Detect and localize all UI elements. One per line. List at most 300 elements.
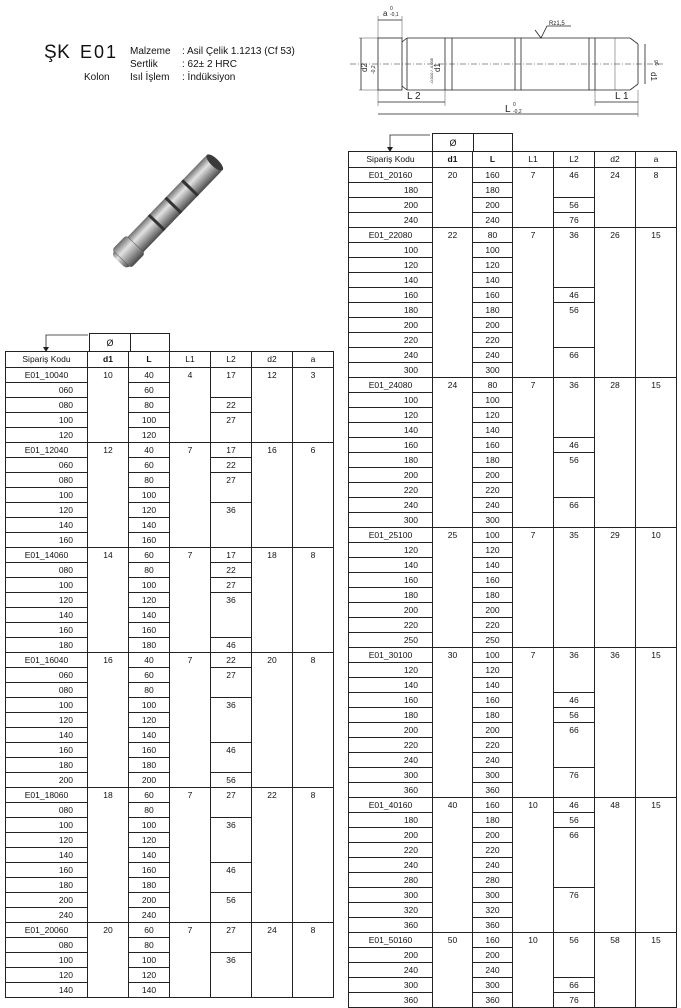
table-cell: 140 [6, 983, 88, 998]
table-cell [170, 578, 211, 593]
table-cell [88, 578, 129, 593]
table-cell [636, 828, 677, 843]
table-cell [433, 573, 473, 588]
table-cell: 280 [473, 873, 513, 888]
table-cell [554, 588, 595, 603]
spec-label: Sertlik [130, 59, 158, 70]
table-cell [88, 398, 129, 413]
table-cell: 30 [433, 648, 473, 663]
table-cell: 220 [349, 333, 433, 348]
table-cell [636, 408, 677, 423]
table-row [6, 698, 334, 713]
table-cell [554, 663, 595, 678]
table-cell: 8 [293, 653, 334, 668]
dim-a-tol: 0 [390, 6, 393, 12]
column-header: L1 [170, 352, 211, 368]
table-cell [513, 663, 554, 678]
table-cell: 100 [6, 698, 88, 713]
table-cell [513, 243, 554, 258]
table-cell: 200 [473, 198, 513, 213]
table-cell [293, 683, 334, 698]
dim-d1-end: d1 [649, 72, 658, 81]
table-cell [595, 693, 636, 708]
table-cell: 180 [6, 758, 88, 773]
table-cell [513, 768, 554, 783]
table-cell: 240 [349, 348, 433, 363]
table-cell: 140 [473, 558, 513, 573]
table-cell [513, 333, 554, 348]
table-cell: 120 [6, 833, 88, 848]
table-cell [170, 683, 211, 698]
table-cell: 66 [554, 828, 595, 843]
table-cell: 100 [6, 818, 88, 833]
table-cell [293, 863, 334, 878]
table-cell [293, 563, 334, 578]
table-cell: 66 [554, 978, 595, 993]
table-cell: 320 [349, 903, 433, 918]
table-cell [293, 983, 334, 998]
table-cell [513, 708, 554, 723]
table-cell: 180 [129, 638, 170, 653]
table-cell: 14 [88, 548, 129, 563]
table-cell: E01_18060 [6, 788, 88, 803]
table-cell [636, 453, 677, 468]
table-cell [252, 563, 293, 578]
table-cell [636, 258, 677, 273]
table-cell: 22 [211, 563, 252, 578]
table-cell [513, 363, 554, 378]
table-cell [433, 888, 473, 903]
table-cell [636, 543, 677, 558]
table-cell [88, 908, 129, 923]
table-cell [293, 638, 334, 653]
table-cell [595, 423, 636, 438]
table-cell: 80 [129, 398, 170, 413]
table-row [6, 488, 334, 503]
table-cell: 58 [595, 933, 636, 948]
table-cell [636, 333, 677, 348]
table-cell: 60 [129, 383, 170, 398]
table-row [6, 548, 334, 563]
table-cell: 160 [129, 743, 170, 758]
table-cell [595, 738, 636, 753]
table-cell [293, 728, 334, 743]
table-cell [252, 758, 293, 773]
table-cell [513, 588, 554, 603]
table-cell [595, 348, 636, 363]
table-cell: 6 [293, 443, 334, 458]
table-cell [293, 428, 334, 443]
table-cell [433, 978, 473, 993]
table-cell: 250 [349, 633, 433, 648]
table-row [6, 443, 334, 458]
table-cell [252, 638, 293, 653]
table-cell [554, 618, 595, 633]
table-cell: 120 [349, 408, 433, 423]
table-cell [88, 533, 129, 548]
table-row [349, 633, 677, 648]
table-cell [252, 968, 293, 983]
table-cell: 300 [473, 888, 513, 903]
column-header: a [293, 352, 334, 368]
table-cell: 120 [473, 258, 513, 273]
table-row [6, 983, 334, 998]
table-cell: 220 [473, 738, 513, 753]
table-cell [513, 303, 554, 318]
table-cell: 8 [293, 788, 334, 803]
table-cell: 240 [473, 348, 513, 363]
table-row [349, 573, 677, 588]
table-cell [433, 678, 473, 693]
table-cell: 220 [473, 618, 513, 633]
table-cell: 27 [211, 668, 252, 683]
table-cell [513, 558, 554, 573]
table-row [349, 318, 677, 333]
table-cell [252, 848, 293, 863]
table-cell [433, 438, 473, 453]
table-cell [513, 408, 554, 423]
spec-value: : 62± 2 HRC [182, 59, 237, 70]
table-cell [595, 813, 636, 828]
table-cell: 10 [513, 933, 554, 948]
table-cell [170, 608, 211, 623]
table-row [349, 663, 677, 678]
table-cell: 56 [554, 813, 595, 828]
table-row [6, 428, 334, 443]
table-cell [513, 258, 554, 273]
table-cell: E01_22080 [349, 228, 433, 243]
table-row [349, 603, 677, 618]
table-cell [293, 758, 334, 773]
table-cell: 160 [473, 438, 513, 453]
table-cell: 080 [6, 803, 88, 818]
table-cell [636, 438, 677, 453]
table-cell [595, 783, 636, 798]
table-cell [636, 888, 677, 903]
table-cell [636, 603, 677, 618]
table-cell [513, 618, 554, 633]
table-cell: 180 [473, 588, 513, 603]
table-cell: E01_20060 [6, 923, 88, 938]
table-cell: 220 [473, 333, 513, 348]
table-cell [293, 833, 334, 848]
table-cell [513, 393, 554, 408]
table-cell [595, 243, 636, 258]
table-cell: 120 [349, 258, 433, 273]
column-header: a [636, 152, 677, 168]
table-cell: 100 [129, 578, 170, 593]
table-cell [88, 728, 129, 743]
table-cell: 160 [129, 623, 170, 638]
table-cell: 240 [473, 858, 513, 873]
column-header: Sipariş Kodu [349, 152, 433, 168]
table-cell: 080 [6, 398, 88, 413]
table-cell: 76 [554, 888, 595, 903]
dia-symbol-left: Ø [89, 333, 131, 352]
table-cell [252, 908, 293, 923]
table-cell [433, 873, 473, 888]
table-cell: 18 [88, 788, 129, 803]
table-row [6, 368, 334, 383]
table-cell [433, 498, 473, 513]
table-cell [595, 573, 636, 588]
table-cell [433, 393, 473, 408]
table-cell: 25 [433, 528, 473, 543]
table-cell [433, 603, 473, 618]
table-cell [170, 593, 211, 608]
table-cell: 36 [211, 953, 252, 968]
table-row [6, 608, 334, 623]
table-cell: 200 [473, 318, 513, 333]
table-cell [636, 993, 677, 1008]
table-cell: 36 [211, 593, 252, 608]
table-cell [252, 953, 293, 968]
column-header: d2 [252, 352, 293, 368]
table-cell [293, 383, 334, 398]
table-cell [170, 713, 211, 728]
table-cell [293, 968, 334, 983]
table-cell [636, 873, 677, 888]
table-cell [636, 303, 677, 318]
table-cell: E01_12040 [6, 443, 88, 458]
table-cell: 200 [473, 468, 513, 483]
product-subtitle: Kolon [84, 72, 110, 83]
table-cell: E01_16040 [6, 653, 88, 668]
table-cell: 180 [129, 758, 170, 773]
table-cell [433, 273, 473, 288]
table-row [6, 893, 334, 908]
table-cell: 200 [473, 723, 513, 738]
table-cell [513, 483, 554, 498]
table-cell: 080 [6, 683, 88, 698]
table-cell: E01_40160 [349, 798, 433, 813]
table-cell [252, 488, 293, 503]
table-cell: 40 [433, 798, 473, 813]
table-cell [252, 893, 293, 908]
table-cell [636, 558, 677, 573]
table-cell [595, 723, 636, 738]
table-row [6, 923, 334, 938]
dim-a-tol2: -0,1 [390, 12, 399, 18]
table-cell [252, 398, 293, 413]
table-cell [293, 698, 334, 713]
dim-L1: L 1 [615, 91, 629, 102]
table-cell [433, 408, 473, 423]
spec-label: Malzeme [130, 46, 171, 57]
table-cell [554, 183, 595, 198]
table-cell [513, 498, 554, 513]
table-cell [252, 713, 293, 728]
table-cell [211, 518, 252, 533]
table-cell [252, 608, 293, 623]
table-cell: 100 [349, 393, 433, 408]
table-cell: 15 [636, 228, 677, 243]
table-cell [513, 198, 554, 213]
table-cell [636, 198, 677, 213]
table-cell: 180 [349, 303, 433, 318]
table-cell: 180 [349, 708, 433, 723]
table-row [349, 693, 677, 708]
right-spec-table [348, 151, 677, 1008]
table-cell [595, 408, 636, 423]
table-cell [88, 593, 129, 608]
product-code: E01 [80, 42, 119, 62]
table-cell: 100 [129, 413, 170, 428]
table-cell: 120 [6, 968, 88, 983]
table-row [349, 888, 677, 903]
table-cell [554, 633, 595, 648]
table-cell: 46 [211, 638, 252, 653]
table-cell [595, 678, 636, 693]
table-cell [513, 723, 554, 738]
table-cell [595, 468, 636, 483]
table-cell [170, 743, 211, 758]
table-cell: 80 [129, 473, 170, 488]
dim-L-tol2: -0,2 [513, 109, 522, 115]
table-cell [595, 513, 636, 528]
table-cell: 100 [473, 243, 513, 258]
table-row [349, 393, 677, 408]
table-cell: 160 [473, 933, 513, 948]
table-cell [211, 878, 252, 893]
table-cell [595, 963, 636, 978]
dim-roughness: Rz1,5 [549, 21, 565, 27]
table-cell [513, 873, 554, 888]
table-cell [170, 893, 211, 908]
table-cell: E01_20160 [349, 168, 433, 183]
table-cell: 12 [88, 443, 129, 458]
table-cell [88, 983, 129, 998]
table-cell [513, 693, 554, 708]
table-cell: 140 [473, 423, 513, 438]
table-cell [433, 663, 473, 678]
table-cell [595, 918, 636, 933]
table-cell [636, 573, 677, 588]
table-row [6, 803, 334, 818]
table-cell: 140 [6, 608, 88, 623]
table-cell [433, 738, 473, 753]
table-row [6, 398, 334, 413]
table-row [6, 503, 334, 518]
table-cell [554, 543, 595, 558]
table-cell [252, 668, 293, 683]
table-row [349, 768, 677, 783]
table-cell [293, 533, 334, 548]
dim-d1-end-tol: g6 [653, 60, 659, 66]
table-cell: 10 [636, 528, 677, 543]
table-cell: 22 [211, 398, 252, 413]
table-cell: 29 [595, 528, 636, 543]
table-row [349, 363, 677, 378]
table-cell: 140 [349, 558, 433, 573]
table-cell [513, 453, 554, 468]
table-cell: E01_25100 [349, 528, 433, 543]
table-cell: 100 [6, 953, 88, 968]
table-row [349, 498, 677, 513]
table-cell: 120 [6, 713, 88, 728]
table-cell [513, 843, 554, 858]
table-cell [433, 363, 473, 378]
table-cell: 060 [6, 458, 88, 473]
table-cell: 240 [473, 753, 513, 768]
table-cell [433, 558, 473, 573]
table-cell: 160 [6, 533, 88, 548]
table-cell [513, 438, 554, 453]
table-cell [513, 678, 554, 693]
table-cell [88, 668, 129, 683]
table-cell: 140 [129, 848, 170, 863]
table-row [349, 528, 677, 543]
table-cell [595, 558, 636, 573]
table-cell [433, 303, 473, 318]
table-cell: 200 [349, 948, 433, 963]
column-header: d2 [595, 152, 636, 168]
table-cell: 80 [129, 938, 170, 953]
table-row [349, 468, 677, 483]
table-cell [513, 918, 554, 933]
spec-row [130, 58, 295, 71]
table-cell [252, 728, 293, 743]
table-cell [170, 983, 211, 998]
table-row [6, 953, 334, 968]
table-cell [554, 843, 595, 858]
table-cell [88, 803, 129, 818]
table-cell [293, 593, 334, 608]
table-cell [170, 503, 211, 518]
table-cell: 56 [211, 893, 252, 908]
table-cell [293, 818, 334, 833]
dim-d1-mid-tol: -0,010 / -0,005 [429, 57, 434, 84]
table-row [349, 723, 677, 738]
table-cell [595, 183, 636, 198]
table-row [349, 258, 677, 273]
table-cell [513, 978, 554, 993]
table-row [6, 473, 334, 488]
table-cell: 27 [211, 923, 252, 938]
table-row [6, 818, 334, 833]
table-cell: 46 [554, 798, 595, 813]
table-cell: 17 [211, 548, 252, 563]
table-cell: E01_30100 [349, 648, 433, 663]
table-cell: 160 [473, 573, 513, 588]
table-cell: 200 [473, 828, 513, 843]
table-row [6, 758, 334, 773]
table-cell [170, 953, 211, 968]
table-cell: E01_10040 [6, 368, 88, 383]
table-cell [636, 363, 677, 378]
table-cell [433, 753, 473, 768]
table-cell [211, 623, 252, 638]
table-cell: 140 [349, 678, 433, 693]
table-row [6, 413, 334, 428]
table-cell: 200 [473, 948, 513, 963]
table-cell: 7 [170, 548, 211, 563]
table-cell [433, 768, 473, 783]
table-row [6, 728, 334, 743]
table-cell [554, 333, 595, 348]
table-row [6, 458, 334, 473]
table-row [6, 878, 334, 893]
table-row [6, 848, 334, 863]
table-cell [88, 848, 129, 863]
table-row [349, 273, 677, 288]
table-cell [595, 543, 636, 558]
table-cell: 120 [129, 713, 170, 728]
table-cell [252, 698, 293, 713]
table-cell [636, 948, 677, 963]
table-cell: 220 [473, 843, 513, 858]
table-cell [252, 863, 293, 878]
